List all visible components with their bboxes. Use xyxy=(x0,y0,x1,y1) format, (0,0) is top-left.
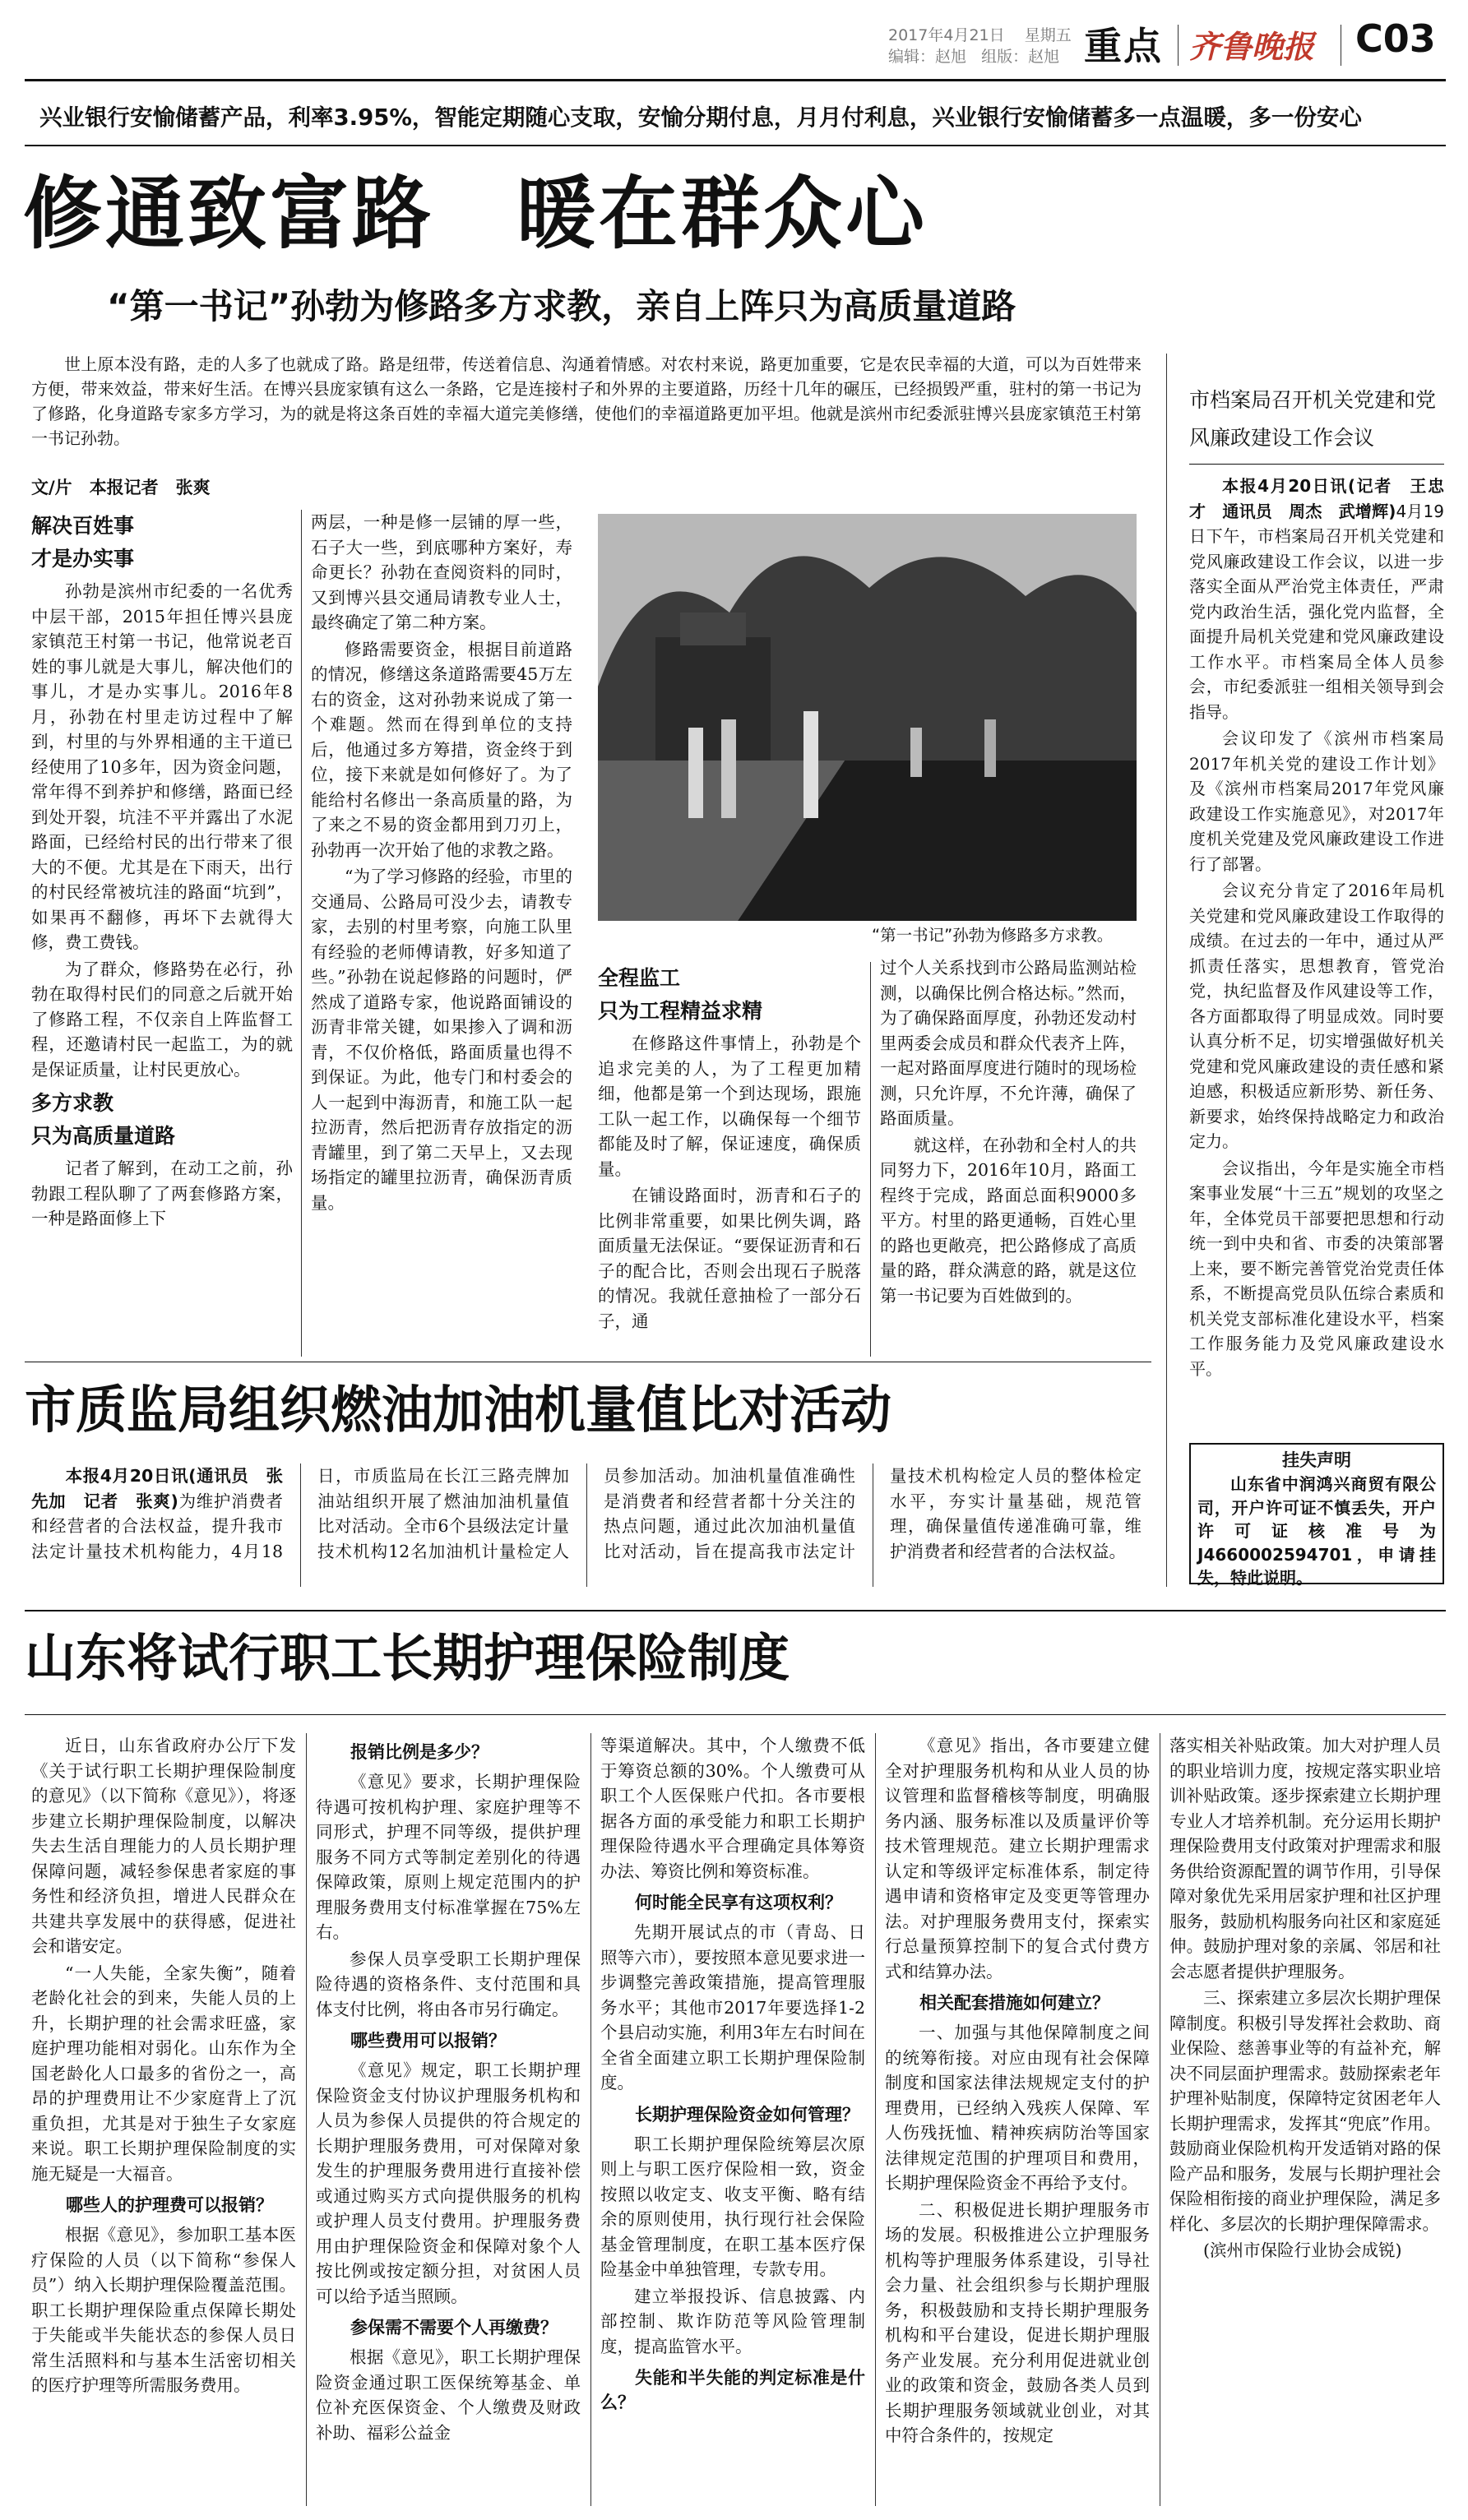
lead-title: 修通致富路 暖在群众心 xyxy=(23,168,928,260)
banner-rule xyxy=(25,145,1446,146)
masthead-divider xyxy=(1178,25,1179,66)
lost-notice-title: 挂失声明 xyxy=(1282,1450,1351,1470)
lost-notice-box xyxy=(1189,1443,1444,1588)
newspaper-logo: 齐鲁晚报 xyxy=(1189,28,1315,65)
article2-body xyxy=(31,1463,1142,1587)
editor: 编辑：赵旭 xyxy=(888,48,967,66)
paragraph: 职工长期护理保险统筹层次原则上与职工医疗保险相一致，资金按照以收定支、收支平衡、略有结余的原则使用，执行现行社会保险基金管理制度，在职工基本医疗保险基金中单独管理，专款专用。 xyxy=(600,2134,865,2279)
question-heading: 失能和半失能的判定标准是什么？ xyxy=(600,2368,865,2412)
lead-subhead-2-line-2: 只为高质量道路 xyxy=(31,1124,176,1148)
lead-subhead-2-line-1: 多方求教 xyxy=(31,1091,114,1115)
lead-subhead-3-line-1: 全程监工 xyxy=(598,966,681,990)
column-divider xyxy=(590,1733,591,2506)
column-divider xyxy=(870,962,871,1357)
lead-photo xyxy=(598,514,1137,921)
question-heading: 相关配套措施如何建立？ xyxy=(919,1993,1109,2013)
article3-column-5 xyxy=(1169,1733,1441,2506)
sidebar-para-1: 4月19日下午，市档案局召开机关党建和党风廉政建设工作会议，以进一步落实全面从严治党主体责任，严肃党内政治生活，强化党内监督，全面提升局机关党建和党风廉政建设工作水平。市档案局全体人员参会，市纪委派驻一组相关领导到会指导。 xyxy=(1189,501,1444,722)
banner-ad: 兴业银行安愉储蓄产品，利率3.95%，智能定期随心支取，安愉分期付息，月月付利息，兴业银行安愉储蓄多一点温暖，多一份安心 xyxy=(39,104,1362,131)
lead-column-4 xyxy=(880,955,1137,1357)
article3-title: 山东将试行职工长期护理保险制度 xyxy=(25,1628,790,1688)
paragraph: 《意见》规定，职工长期护理保险资金支付协议护理服务机构和人员为参保人员提供的符合规定的长期护理服务费用，可对保障对象发生的护理服务费用进行直接补偿或通过购买方式向提供服务的机构或护理人员支付费用。护理服务费用由护理保险资金和保障对象个人按比例或按定额分担，对贫困人员可以给予适当照顾。 xyxy=(316,2060,581,2306)
column-divider xyxy=(875,1733,876,2506)
article3-column-1 xyxy=(31,1733,296,2506)
lead-column-2 xyxy=(311,510,572,1357)
masthead-rule xyxy=(25,79,1446,81)
lead-byline: 文/片 本报记者 张爽 xyxy=(31,478,211,497)
question-heading: 报销比例是多少？ xyxy=(350,1742,489,1762)
question-heading: 哪些人的护理费可以报销？ xyxy=(66,2195,273,2215)
masthead-editor-line xyxy=(888,44,1059,67)
page-number: C03 xyxy=(1355,16,1436,61)
paragraph: 为了群众，修路势在必行，孙勃在取得村民们的同意之后就开始了修路工程，不仅亲自上阵监督工程，还邀请村民一起监工，为的就是保证质量，让村民更放心。 xyxy=(31,959,293,1080)
photo-caption: “第一书记”孙勃为修路多方求教。 xyxy=(872,926,1114,945)
lead-subhead-3-line-2: 只为工程精益求精 xyxy=(598,999,763,1023)
paragraph: 先期开展试点的市（青岛、日照等六市），要按照本意见要求进一步调整完善政策措施，提高管理服务水平；其他市2017年要选择1-2个县启动实施，利用3年左右时间在全省全面建立职工长期护理保险制度。 xyxy=(600,1922,865,2092)
paragraph: 在修路这件事情上，孙勃是个追求完美的人，为了工程更加精细，他都是第一个到达现场，跟施工队一起工作，以确保每一个细节都能及时了解，保证速度，确保质量。 xyxy=(598,1033,861,1179)
paragraph: 孙勃是滨州市纪委的一名优秀中层干部，2015年担任博兴县庞家镇范王村第一书记，他常说老百姓的事儿就是大事儿，解决他们的事儿，才是办实事儿。2016年8月，孙勃在村里走访过程中了解到，村里的与外界相通的主干道已经使用了10多年，因为资金问题，常年得不到养护和修缮，路面已经到处开裂，坑洼不平并露出了水泥路面，已经给村民的出行带来了很大的不便。尤其是在下雨天，出行的村民经常被坑洼的路面“坑到”，如果再不翻修，再坏下去就得大修，费工费钱。 xyxy=(31,581,293,952)
masthead-date-line xyxy=(888,23,1072,45)
paragraph: 会议指出，今年是实施全市档案事业发展“十三五”规划的攻坚之年，全体党员干部要把思想和行动统一到中央和省、市委的决策部署上来，要不断完善管党治党责任体系，不断提高党员队伍综合素质和机关党支部标准化建设水平，档案工作服务能力及党风廉政建设水平。 xyxy=(1189,1158,1444,1379)
paragraph: 记者了解到，在动工之前，孙勃跟工程队聊了了两套修路方案，一种是路面修上下 xyxy=(31,1158,293,1228)
lead-subtitle: “第一书记”孙勃为修路多方求教，亲自上阵只为高质量道路 xyxy=(107,286,1016,326)
paragraph: 过个人关系找到市公路局监测站检测，以确保比例合格达标。”然而，为了确保路面厚度，孙勃还发动村里两委会成员和群众代表齐上阵，一起对路面厚度进行随时的现场检测，只允许厚，不允许薄，确保了路面质量。 xyxy=(880,958,1137,1128)
article3-column-2 xyxy=(316,1733,581,2506)
article3-column-3 xyxy=(600,1733,865,2506)
question-heading: 哪些费用可以报销？ xyxy=(350,2031,506,2051)
lost-notice-body: 山东省中润鸿兴商贸有限公司，开户许可证不慎丢失，开户许可证核准号为J4660002594701，申请挂失，特此说明。 xyxy=(1197,1474,1436,1588)
column-divider xyxy=(306,1733,307,2506)
paragraph: 根据《意见》，参加职工基本医疗保险的人员（以下简称“参保人员”）纳入长期护理保险覆盖范围。职工长期护理保险重点保障长期处于失能或半失能状态的参保人员日常生活照料和与基本生活密切相关的医疗护理等所需服务费用。 xyxy=(31,2225,296,2395)
section-rule-2 xyxy=(25,1610,1446,1611)
article2-text: 为维护消费者和经营者的合法权益，提升我市法定计量技术机构能力，4月18日，市质监局在长江三路壳牌加油站组织开展了燃油加油机量值比对活动。全市6个县级法定计量技术机构12名加油机计量检定人员参加活动。加油机量值准确性是消费者和经营者都十分关注的热点问题，通过此次加油机量值比对活动，旨在提高我市法定计量技术机构检定人员的整体检定水平，夯实计量基础，规范管理，确保量值传递准确可靠，维护消费者和经营者的合法权益。 xyxy=(31,1466,1142,1561)
paragraph: “为了学习修路的经验，市里的交通局、公路局可没少去，请教专家，去别的村里考察，向施工队里有经验的老师傅请教，好多知道了些。”孙勃在说起修路的问题时，俨然成了道路专家，他说路面铺设的沥青非常关键，如果掺入了调和沥青，不仅价格低，路面质量也得不到保证。为此，他专门和村委会的人一起到中海沥青，和施工队一起拉沥青，然后把沥青存放指定的沥青罐里，到了第二天早上，又去现场指定的罐里拉沥青，确保沥青质量。 xyxy=(311,867,572,1213)
lead-column-1 xyxy=(31,510,293,1357)
article2-dateline: 本报4月20日讯(通讯员 张先加 记者 张爽) xyxy=(31,1466,283,1511)
paragraph: 《意见》要求，长期护理保险待遇可按机构护理、家庭护理等不同形式，护理不同等级，提供护理服务不同方式等制定差别化的待遇保障政策，原则上规定范围内的护理服务费用支付标准掌握在75%左右。 xyxy=(316,1772,581,1942)
paragraph: 参保人员享受职工长期护理保险待遇的资格条件、支付范围和具体支付比例，将由各市另行确定。 xyxy=(316,1949,581,2019)
issue-date: 2017年4月21日 xyxy=(888,26,1005,44)
lead-column-3 xyxy=(598,962,861,1357)
lead-subhead-3 xyxy=(598,962,861,1028)
layout-editor: 组版：赵旭 xyxy=(981,48,1060,66)
issue-weekday: 星期五 xyxy=(1024,26,1072,44)
paragraph: 两层，一种是修一层铺的厚一些，石子大一些，到底哪种方案好，寿命更长？孙勃在查阅资料的同时，又到博兴县交通局请教专业人士，最终确定了第二种方案。 xyxy=(311,512,572,632)
article3-column-4 xyxy=(885,1733,1150,2506)
section-name: 重点 xyxy=(1084,24,1163,68)
lead-subhead-1-line-1: 解决百姓事 xyxy=(31,514,135,538)
sidebar-body xyxy=(1189,474,1444,1427)
paragraph: 落实相关补贴政策。加大对护理人员的职业培训力度，按规定落实职业培训补贴政策。逐步探索建立长期护理专业人才培养机制。充分运用长期护理保险费用支付政策对护理需求和服务供给资源配置的调节作用，引导保障对象优先采用居家护理和社区护理服务，鼓励机构服务向社区和家庭延伸。鼓励护理对象的亲属、邻居和社会志愿者提供护理服务。 xyxy=(1169,1736,1441,1981)
paragraph: 二、积极促进长期护理服务市场的发展。积极推进公立护理服务机构等护理服务体系建设，引导社会力量、社会组织参与长期护理服务，积极鼓励和支持长期护理服务机构和平台建设，促进长期护理服务产业发展。充分利用促进就业创业的政策和资金，鼓励各类人员到长期护理服务领域就业创业，对其中符合条件的，按规定 xyxy=(885,2199,1150,2445)
paragraph: 等渠道解决。其中，个人缴费不低于筹资总额的30%。个人缴费可从职工个人医保账户代扣。各市要根据各方面的承受能力和职工长期护理保险待遇水平合理确定具体筹资办法、筹资比例和筹资标准。 xyxy=(600,1736,865,1881)
paragraph: 在铺设路面时，沥青和石子的比例非常重要，如果比例失调，路面质量无法保证。“要保证沥青和石子的配合比，否则会出现石子脱落的情况。我就任意抽检了一部分石子，通 xyxy=(598,1186,861,1331)
paragraph: 根据《意见》，职工长期护理保险资金通过职工医保统筹基金、单位补充医保资金、个人缴费及财政补助、福彩公益金 xyxy=(316,2347,581,2443)
paragraph: 一、加强与其他保障制度之间的统筹衔接。对应由现有社会保障制度和国家法律法规规定支付的护理费用，已经纳入残疾人保障、军人伤残抚恤、精神疾病防治等国家法律规定范围的护理项目和费用，长期护理保险资金不再给予支付。 xyxy=(885,2023,1150,2193)
lead-intro-text: 世上原本没有路，走的人多了也就成了路。路是纽带，传送着信息、沟通着情感。对农村来说，路更加重要，它是农民幸福的大道，可以为百姓带来方便，带来效益，带来好生活。在博兴县庞家镇有这么一条路，它是连接村子和外界的主要道路，历经十几年的碾压，已经损毁严重，驻村的第一书记为了修路，化身道路专家多方学习，为的就是将这条百姓的幸福大道完美修缮，使他们的幸福道路更加平坦。他就是滨州市纪委派驻博兴县庞家镇范王村第一书记孙勃。 xyxy=(31,354,1142,448)
paragraph: “一人失能，全家失衡”，随着老龄化社会的到来，失能人员的上升，长期护理的社会需求旺盛，家庭护理功能相对弱化。山东作为全国老龄化人口最多的省份之一，高昂的护理费用让不少家庭背上了沉重负担，尤其是对于独生子女家庭来说。职工长期护理保险制度的实施无疑是一大福音。 xyxy=(31,1963,296,2184)
section-rule-3 xyxy=(25,1714,1446,1715)
question-heading: 长期护理保险资金如何管理？ xyxy=(635,2104,859,2125)
paragraph: 就这样，在孙勃和全村人的共同努力下，2016年10月，路面工程终于完成，路面总面积9000多平方。村里的路更通畅，百姓心里的路也更敞亮，把公路修成了高质量的路，群众满意的路，就是这位第一书记要为百姓做到的。 xyxy=(880,1135,1137,1306)
sidebar-rule xyxy=(1189,464,1444,465)
paragraph: 会议印发了《滨州市档案局2017年机关党的建设工作计划》及《滨州市档案局2017年党风廉政建设工作实施意见》，对2017年度机关党建及党风廉政建设工作进行了部署。 xyxy=(1189,728,1444,874)
paragraph: 三、探索建立多层次长期护理保障制度。积极引导发挥社会救助、商业保险、慈善事业等的有益补充，解决不同层面护理需求。鼓励探索老年护理补贴制度，保障特定贫困老年人长期护理需求，发挥其“兜底”作用。鼓励商业保险机构开发适销对路的保险产品和服务，发展与长期护理社会保险相衔接的商业护理保险，满足多样化、多层次的长期护理保障需求。 xyxy=(1169,1988,1441,2234)
paragraph: 建立举报投诉、信息披露、内部控制、欺诈防范等风险管理制度，提高监管水平。 xyxy=(600,2286,865,2356)
paragraph: 会议充分肯定了2016年局机关党建和党风廉政建设工作取得的成绩。在过去的一年中，通过从严抓责任落实，思想教育，管党治党，执纪监督及作风建设等工作，各方面都取得了明显成效。同时要认真分析不足，切实增强做好机关党建和党风廉政建设的责任感和紧迫感，积极适应新形势、新任务、新要求，始终保持战略定力和政治定力。 xyxy=(1189,881,1444,1151)
sidebar-dateline-text: 本报4月20日讯(记者 王忠才 通讯员 周杰 武增辉) xyxy=(1189,476,1444,521)
question-heading: 何时能全民享有这项权利？ xyxy=(635,1893,842,1912)
road-paving-photo-illustration xyxy=(598,514,1137,921)
paragraph: 《意见》指出，各市要建立健全对护理服务机构和从业人员的协议管理和监督稽核等制度，明确服务内涵、服务标准以及质量评价等技术管理规范。建立长期护理需求认定和等级评定标准体系，制定待遇申请和资格审定及变更等管理办法。对护理服务费用支付，探索实行总量预算控制下的复合式付费方式和结算办法。 xyxy=(885,1736,1150,1981)
lead-subhead-2 xyxy=(31,1087,293,1153)
lead-subhead-1-line-2: 才是办实事 xyxy=(31,547,135,571)
paragraph: (滨州市保险行业协会成锐) xyxy=(1203,2240,1402,2260)
sidebar-headline: 市档案局召开机关党建和党风廉政建设工作会议 xyxy=(1189,388,1437,450)
lead-subhead-1 xyxy=(31,510,293,576)
question-heading: 参保需不需要个人再缴费？ xyxy=(350,2318,558,2337)
paragraph: 近日，山东省政府办公厅下发《关于试行职工长期护理保险制度的意见》（以下简称《意见》），将逐步建立长期护理保险制度，以解决失去生活自理能力的人员长期护理保障问题，减轻参保患者家庭的事务性和经济负担，增进人民群众在共建共享发展中的获得感，促进社会和谐安定。 xyxy=(31,1736,296,1956)
sidebar-divider xyxy=(1166,354,1167,1587)
paragraph: 修路需要资金，根据目前道路的情况，修缮这条道路需要45万左右的资金，这对孙勃来说成了第一个难题。然而在得到单位的支持后，他通过多方筹措，资金终于到位，接下来就是如何修好了。为了能给村名修出一条高质量的路，为了来之不易的资金都用到刀刃上，孙勃再一次开始了他的求教之路。 xyxy=(311,639,572,860)
article2-title: 市质监局组织燃油加油机量值比对活动 xyxy=(25,1380,892,1440)
column-divider xyxy=(301,510,302,1357)
lead-intro xyxy=(31,352,1142,451)
sidebar-dateline xyxy=(1189,474,1444,724)
